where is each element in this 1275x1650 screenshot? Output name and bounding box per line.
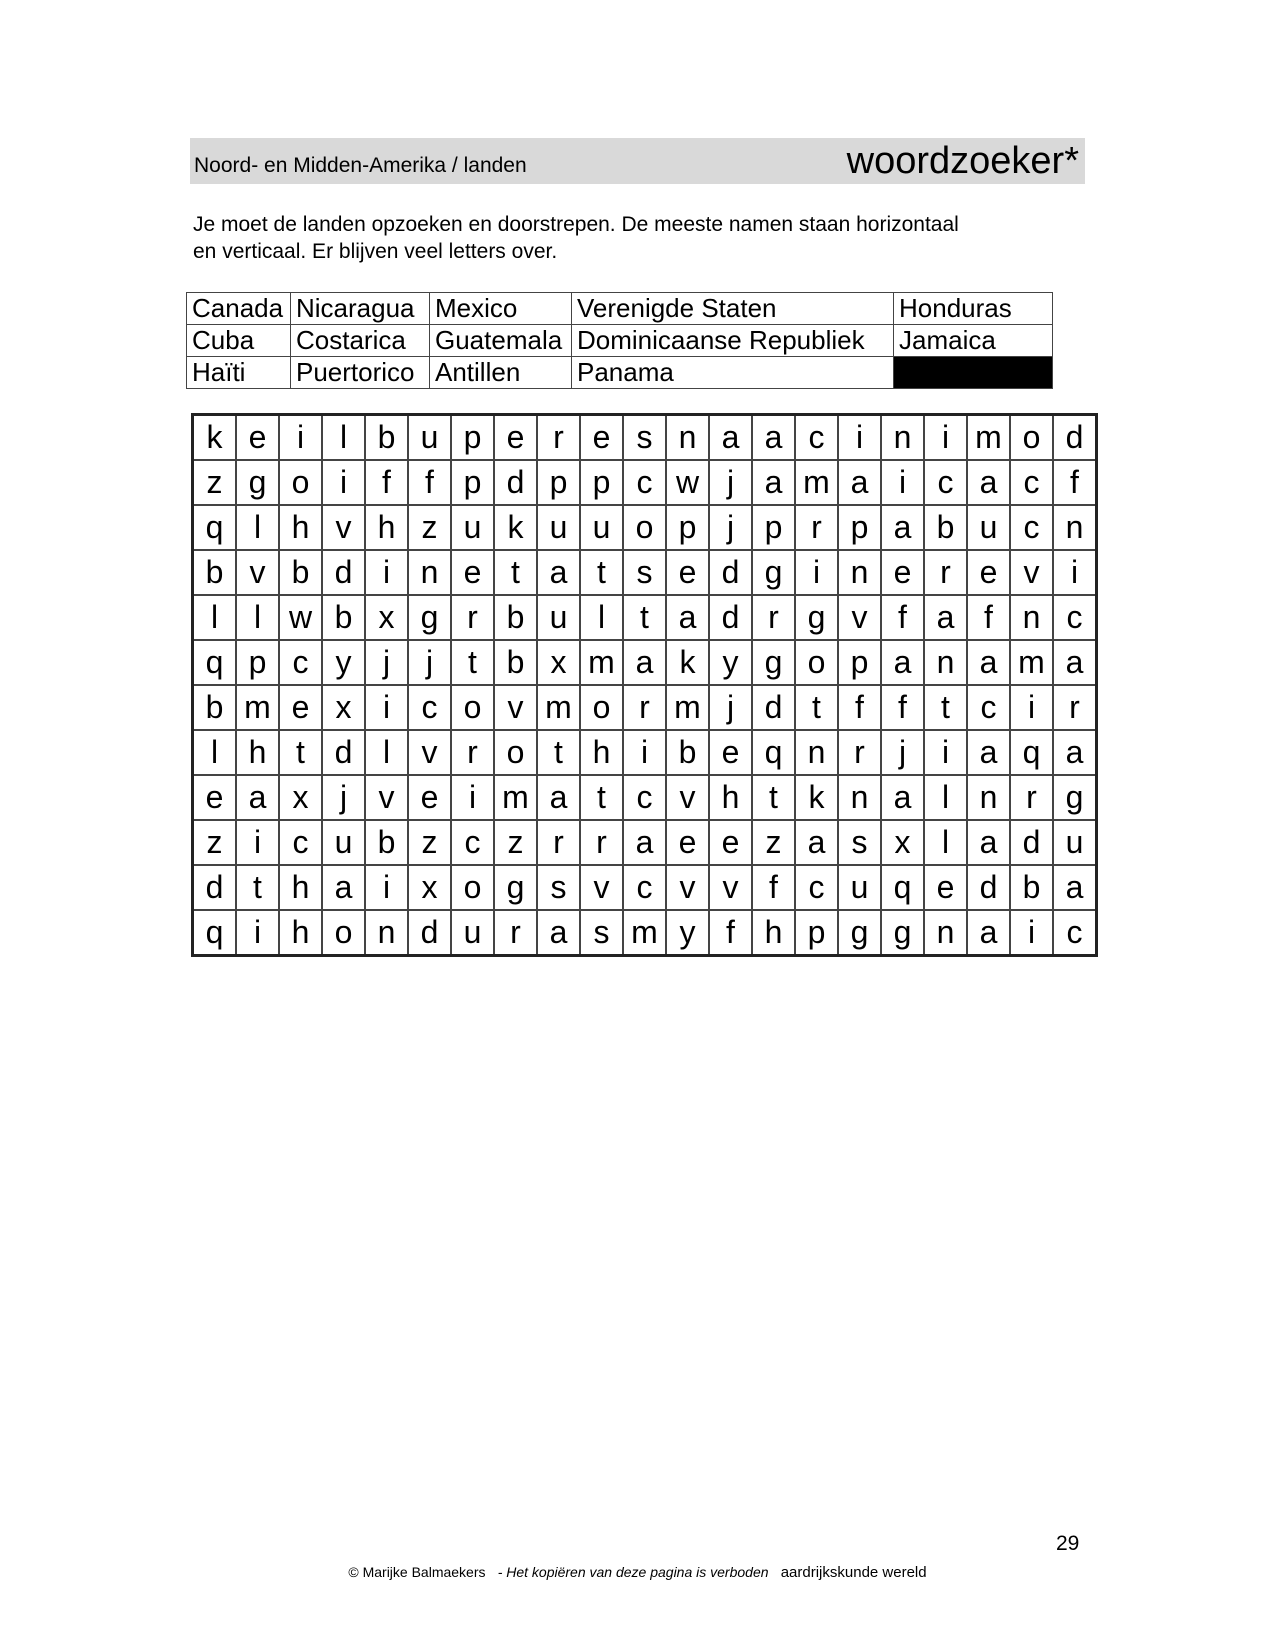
grid-letter-cell[interactable]: a <box>838 460 881 505</box>
grid-letter-cell[interactable]: v <box>666 865 709 910</box>
grid-letter-cell[interactable]: i <box>924 730 967 775</box>
grid-letter-cell[interactable]: o <box>795 640 838 685</box>
grid-letter-cell[interactable]: b <box>494 640 537 685</box>
grid-letter-cell[interactable]: h <box>279 505 322 550</box>
grid-letter-cell[interactable]: e <box>494 415 537 461</box>
grid-letter-cell[interactable]: m <box>494 775 537 820</box>
grid-letter-cell[interactable]: n <box>1010 595 1053 640</box>
grid-letter-cell[interactable]: d <box>494 460 537 505</box>
grid-letter-cell[interactable]: a <box>1053 640 1097 685</box>
grid-letter-cell[interactable]: d <box>1010 820 1053 865</box>
grid-letter-cell[interactable]: i <box>365 685 408 730</box>
grid-letter-cell[interactable]: a <box>752 460 795 505</box>
grid-row <box>193 595 1097 640</box>
grid-letter-cell[interactable]: f <box>881 685 924 730</box>
grid-letter-cell[interactable]: p <box>838 505 881 550</box>
grid-letter-cell[interactable]: z <box>408 505 451 550</box>
grid-letter-cell[interactable]: u <box>408 415 451 461</box>
grid-letter-cell[interactable]: f <box>709 910 752 956</box>
grid-letter-cell[interactable]: i <box>365 865 408 910</box>
grid-letter-cell[interactable]: c <box>1053 595 1097 640</box>
word-list-cell: Guatemala <box>430 325 572 357</box>
grid-letter-cell[interactable]: c <box>795 415 838 461</box>
grid-letter-cell[interactable]: f <box>1053 460 1097 505</box>
grid-letter-cell[interactable]: j <box>709 460 752 505</box>
word-list-cell: Panama <box>572 357 894 389</box>
grid-letter-cell[interactable]: h <box>365 505 408 550</box>
grid-letter-cell[interactable]: t <box>580 775 623 820</box>
grid-row <box>193 640 1097 685</box>
grid-letter-cell[interactable]: o <box>1010 415 1053 461</box>
grid-letter-cell[interactable]: l <box>193 595 237 640</box>
grid-letter-cell[interactable]: z <box>494 820 537 865</box>
grid-letter-cell[interactable]: c <box>967 685 1010 730</box>
grid-letter-cell[interactable]: g <box>494 865 537 910</box>
grid-letter-cell[interactable]: i <box>322 460 365 505</box>
grid-letter-cell[interactable]: z <box>193 460 237 505</box>
grid-letter-cell[interactable]: i <box>924 415 967 461</box>
grid-letter-cell[interactable]: v <box>1010 550 1053 595</box>
grid-letter-cell[interactable]: z <box>408 820 451 865</box>
word-list-row <box>187 357 1053 389</box>
word-list-cell: Haïti <box>187 357 291 389</box>
grid-letter-cell[interactable]: m <box>623 910 666 956</box>
grid-letter-cell[interactable]: v <box>322 505 365 550</box>
grid-letter-cell[interactable]: e <box>193 775 237 820</box>
grid-letter-cell[interactable]: u <box>322 820 365 865</box>
word-list-cell: Nicaragua <box>291 293 430 325</box>
grid-letter-cell[interactable]: a <box>967 640 1010 685</box>
word-list-row <box>187 325 1053 357</box>
grid-letter-cell[interactable]: u <box>580 505 623 550</box>
grid-letter-cell[interactable]: v <box>408 730 451 775</box>
grid-letter-cell[interactable]: a <box>236 775 279 820</box>
grid-letter-cell[interactable]: v <box>838 595 881 640</box>
footer-notice: - Het kopiëren van deze pagina is verboden <box>497 1564 769 1580</box>
grid-letter-cell[interactable]: a <box>924 595 967 640</box>
grid-letter-cell[interactable]: f <box>365 460 408 505</box>
grid-letter-cell[interactable]: y <box>666 910 709 956</box>
grid-letter-cell[interactable]: n <box>838 775 881 820</box>
grid-letter-cell[interactable]: g <box>408 595 451 640</box>
grid-letter-cell[interactable]: y <box>322 640 365 685</box>
grid-letter-cell[interactable]: a <box>881 775 924 820</box>
grid-letter-cell[interactable]: d <box>967 865 1010 910</box>
grid-letter-cell[interactable]: e <box>924 865 967 910</box>
grid-letter-cell[interactable]: a <box>967 460 1010 505</box>
grid-letter-cell[interactable]: n <box>881 415 924 461</box>
grid-row <box>193 910 1097 956</box>
grid-letter-cell[interactable]: a <box>967 910 1010 956</box>
grid-letter-cell[interactable]: o <box>494 730 537 775</box>
grid-letter-cell[interactable]: k <box>494 505 537 550</box>
grid-letter-cell[interactable]: h <box>709 775 752 820</box>
grid-letter-cell[interactable]: o <box>451 865 494 910</box>
grid-letter-cell[interactable]: m <box>1010 640 1053 685</box>
grid-letter-cell[interactable]: m <box>967 415 1010 461</box>
grid-letter-cell[interactable]: p <box>236 640 279 685</box>
grid-letter-cell[interactable]: y <box>709 640 752 685</box>
grid-letter-cell[interactable]: n <box>838 550 881 595</box>
grid-letter-cell[interactable]: l <box>924 820 967 865</box>
grid-letter-cell[interactable]: r <box>537 415 580 461</box>
grid-letter-cell[interactable]: i <box>881 460 924 505</box>
grid-letter-cell[interactable]: n <box>365 910 408 956</box>
grid-letter-cell[interactable]: i <box>838 415 881 461</box>
grid-letter-cell[interactable]: t <box>580 550 623 595</box>
grid-letter-cell[interactable]: i <box>1010 910 1053 956</box>
grid-letter-cell[interactable]: b <box>365 415 408 461</box>
grid-letter-cell[interactable]: b <box>924 505 967 550</box>
grid-letter-cell[interactable]: p <box>451 415 494 461</box>
grid-letter-cell[interactable]: o <box>279 460 322 505</box>
grid-letter-cell[interactable]: m <box>236 685 279 730</box>
grid-letter-cell[interactable]: q <box>1010 730 1053 775</box>
grid-letter-cell[interactable]: u <box>537 595 580 640</box>
grid-letter-cell[interactable]: r <box>838 730 881 775</box>
grid-letter-cell[interactable]: l <box>365 730 408 775</box>
grid-letter-cell[interactable]: j <box>881 730 924 775</box>
grid-letter-cell[interactable]: v <box>709 865 752 910</box>
word-list-cell: Verenigde Staten <box>572 293 894 325</box>
grid-letter-cell[interactable]: g <box>795 595 838 640</box>
grid-letter-cell[interactable]: c <box>924 460 967 505</box>
grid-letter-cell[interactable]: o <box>580 685 623 730</box>
grid-letter-cell[interactable]: n <box>924 640 967 685</box>
grid-letter-cell[interactable]: c <box>1010 505 1053 550</box>
grid-letter-cell[interactable]: r <box>580 820 623 865</box>
word-list-table <box>186 292 1053 389</box>
grid-letter-cell[interactable]: a <box>881 640 924 685</box>
grid-letter-cell[interactable]: o <box>322 910 365 956</box>
grid-letter-cell[interactable]: p <box>752 505 795 550</box>
grid-letter-cell[interactable]: p <box>451 460 494 505</box>
grid-letter-cell[interactable]: d <box>193 865 237 910</box>
grid-letter-cell[interactable]: f <box>408 460 451 505</box>
grid-letter-cell[interactable]: v <box>666 775 709 820</box>
grid-letter-cell[interactable]: l <box>924 775 967 820</box>
page-number: 29 <box>1056 1532 1080 1555</box>
grid-letter-cell[interactable]: k <box>795 775 838 820</box>
grid-letter-cell[interactable]: l <box>322 415 365 461</box>
grid-letter-cell[interactable]: e <box>881 550 924 595</box>
grid-letter-cell[interactable]: j <box>408 640 451 685</box>
grid-letter-cell[interactable]: e <box>967 550 1010 595</box>
grid-letter-cell[interactable]: e <box>666 550 709 595</box>
footer-copyright: © Marijke Balmaekers <box>348 1564 486 1580</box>
grid-letter-cell[interactable]: g <box>1053 775 1097 820</box>
grid-letter-cell[interactable]: s <box>537 865 580 910</box>
grid-letter-cell[interactable]: r <box>795 505 838 550</box>
grid-letter-cell[interactable]: s <box>838 820 881 865</box>
grid-letter-cell[interactable]: m <box>580 640 623 685</box>
grid-letter-cell[interactable]: h <box>279 865 322 910</box>
word-list-cell: Mexico <box>430 293 572 325</box>
grid-letter-cell[interactable]: s <box>623 415 666 461</box>
grid-letter-cell[interactable]: s <box>580 910 623 956</box>
header-bar <box>190 138 1085 184</box>
word-search-grid <box>191 413 1098 957</box>
grid-letter-cell[interactable]: i <box>1053 550 1097 595</box>
grid-row <box>193 820 1097 865</box>
grid-row <box>193 730 1097 775</box>
grid-letter-cell[interactable]: b <box>365 820 408 865</box>
grid-letter-cell[interactable]: l <box>580 595 623 640</box>
grid-letter-cell[interactable]: j <box>322 775 365 820</box>
grid-letter-cell[interactable]: f <box>752 865 795 910</box>
grid-letter-cell[interactable]: g <box>752 640 795 685</box>
grid-letter-cell[interactable]: a <box>666 595 709 640</box>
grid-letter-cell[interactable]: a <box>1053 730 1097 775</box>
word-list-blank-cell <box>894 357 1053 389</box>
grid-letter-cell[interactable]: d <box>709 595 752 640</box>
grid-letter-cell[interactable]: t <box>537 730 580 775</box>
instructions-line-2: en verticaal. Er blijven veel letters over. <box>193 240 558 263</box>
grid-letter-cell[interactable]: q <box>881 865 924 910</box>
grid-letter-cell[interactable]: q <box>193 640 237 685</box>
grid-letter-cell[interactable]: w <box>279 595 322 640</box>
grid-letter-cell[interactable]: e <box>709 820 752 865</box>
grid-letter-cell[interactable]: v <box>494 685 537 730</box>
grid-letter-cell[interactable]: q <box>193 505 237 550</box>
grid-letter-cell[interactable]: r <box>537 820 580 865</box>
grid-letter-cell[interactable]: r <box>1053 685 1097 730</box>
grid-letter-cell[interactable]: c <box>623 865 666 910</box>
grid-letter-cell[interactable]: n <box>795 730 838 775</box>
grid-letter-cell[interactable]: v <box>236 550 279 595</box>
grid-letter-cell[interactable]: a <box>537 550 580 595</box>
word-list-cell: Puertorico <box>291 357 430 389</box>
grid-letter-cell[interactable]: i <box>1010 685 1053 730</box>
grid-letter-cell[interactable]: a <box>623 820 666 865</box>
instructions-line-1: Je moet de landen opzoeken en doorstrepen. De meeste namen staan horizontaal <box>193 213 959 236</box>
grid-letter-cell[interactable]: b <box>279 550 322 595</box>
grid-letter-cell[interactable]: a <box>795 820 838 865</box>
grid-letter-cell[interactable]: n <box>408 550 451 595</box>
grid-letter-cell[interactable]: t <box>924 685 967 730</box>
grid-letter-cell[interactable]: r <box>451 595 494 640</box>
grid-letter-cell[interactable]: r <box>451 730 494 775</box>
grid-letter-cell[interactable]: m <box>795 460 838 505</box>
grid-letter-cell[interactable]: v <box>580 865 623 910</box>
grid-letter-cell[interactable]: n <box>967 775 1010 820</box>
grid-letter-cell[interactable]: j <box>365 640 408 685</box>
grid-letter-cell[interactable]: m <box>537 685 580 730</box>
grid-letter-cell[interactable]: x <box>322 685 365 730</box>
word-list-cell: Jamaica <box>894 325 1053 357</box>
grid-row <box>193 460 1097 505</box>
grid-letter-cell[interactable]: g <box>838 910 881 956</box>
grid-letter-cell[interactable]: x <box>365 595 408 640</box>
grid-letter-cell[interactable]: h <box>580 730 623 775</box>
footer <box>0 1564 1275 1581</box>
grid-letter-cell[interactable]: e <box>279 685 322 730</box>
word-list-cell: Honduras <box>894 293 1053 325</box>
grid-letter-cell[interactable]: o <box>623 505 666 550</box>
grid-row <box>193 505 1097 550</box>
grid-letter-cell[interactable]: z <box>193 820 237 865</box>
grid-letter-cell[interactable]: t <box>279 730 322 775</box>
grid-letter-cell[interactable]: h <box>279 910 322 956</box>
grid-row <box>193 685 1097 730</box>
grid-letter-cell[interactable]: c <box>623 775 666 820</box>
grid-letter-cell[interactable]: c <box>795 865 838 910</box>
grid-letter-cell[interactable]: a <box>967 730 1010 775</box>
grid-letter-cell[interactable]: a <box>623 640 666 685</box>
grid-letter-cell[interactable]: e <box>666 820 709 865</box>
grid-letter-cell[interactable]: s <box>623 550 666 595</box>
grid-letter-cell[interactable]: f <box>967 595 1010 640</box>
grid-letter-cell[interactable]: d <box>322 730 365 775</box>
word-list-cell: Canada <box>187 293 291 325</box>
grid-letter-cell[interactable]: f <box>881 595 924 640</box>
grid-letter-cell[interactable]: r <box>1010 775 1053 820</box>
grid-letter-cell[interactable]: f <box>838 685 881 730</box>
grid-row <box>193 415 1097 461</box>
grid-letter-cell[interactable]: n <box>924 910 967 956</box>
grid-letter-cell[interactable]: r <box>623 685 666 730</box>
grid-letter-cell[interactable]: p <box>795 910 838 956</box>
grid-letter-cell[interactable]: b <box>1010 865 1053 910</box>
grid-letter-cell[interactable]: p <box>580 460 623 505</box>
grid-letter-cell[interactable]: u <box>451 910 494 956</box>
grid-letter-cell[interactable]: c <box>408 685 451 730</box>
grid-letter-cell[interactable]: e <box>451 550 494 595</box>
grid-letter-cell[interactable]: h <box>236 730 279 775</box>
grid-letter-cell[interactable]: n <box>1053 505 1097 550</box>
grid-letter-cell[interactable]: d <box>408 910 451 956</box>
grid-letter-cell[interactable]: x <box>881 820 924 865</box>
grid-letter-cell[interactable]: p <box>666 505 709 550</box>
grid-letter-cell[interactable]: t <box>752 775 795 820</box>
grid-letter-cell[interactable]: x <box>537 640 580 685</box>
grid-letter-cell[interactable]: e <box>709 730 752 775</box>
grid-letter-cell[interactable]: g <box>236 460 279 505</box>
grid-letter-cell[interactable]: d <box>322 550 365 595</box>
grid-letter-cell[interactable]: x <box>279 775 322 820</box>
grid-letter-cell[interactable]: k <box>193 415 237 461</box>
grid-letter-cell[interactable]: a <box>537 910 580 956</box>
grid-letter-cell[interactable]: u <box>1053 820 1097 865</box>
grid-letter-cell[interactable]: u <box>838 865 881 910</box>
grid-letter-cell[interactable]: i <box>623 730 666 775</box>
grid-letter-cell[interactable]: z <box>752 820 795 865</box>
grid-letter-cell[interactable]: a <box>709 415 752 461</box>
grid-letter-cell[interactable]: u <box>537 505 580 550</box>
grid-letter-cell[interactable]: i <box>451 775 494 820</box>
grid-letter-cell[interactable]: o <box>451 685 494 730</box>
grid-letter-cell[interactable]: b <box>666 730 709 775</box>
grid-letter-cell[interactable]: c <box>451 820 494 865</box>
grid-letter-cell[interactable]: d <box>1053 415 1097 461</box>
grid-letter-cell[interactable]: q <box>752 730 795 775</box>
grid-letter-cell[interactable]: c <box>623 460 666 505</box>
grid-letter-cell[interactable]: c <box>279 820 322 865</box>
grid-letter-cell[interactable]: i <box>365 550 408 595</box>
grid-letter-cell[interactable]: b <box>193 550 237 595</box>
grid-letter-cell[interactable]: h <box>752 910 795 956</box>
grid-letter-cell[interactable]: x <box>408 865 451 910</box>
word-list-row <box>187 293 1053 325</box>
word-list-cell: Dominicaanse Republiek <box>572 325 894 357</box>
grid-letter-cell[interactable]: l <box>236 505 279 550</box>
grid-letter-cell[interactable]: c <box>279 640 322 685</box>
grid-letter-cell[interactable]: u <box>451 505 494 550</box>
grid-row <box>193 550 1097 595</box>
grid-row <box>193 775 1097 820</box>
grid-letter-cell[interactable]: a <box>322 865 365 910</box>
grid-letter-cell[interactable]: c <box>1010 460 1053 505</box>
grid-letter-cell[interactable]: t <box>623 595 666 640</box>
grid-letter-cell[interactable]: q <box>193 910 237 956</box>
grid-letter-cell[interactable]: r <box>752 595 795 640</box>
header-title: woordzoeker* <box>846 140 1079 182</box>
word-list-cell: Cuba <box>187 325 291 357</box>
grid-letter-cell[interactable]: a <box>967 820 1010 865</box>
grid-row <box>193 865 1097 910</box>
grid-letter-cell[interactable]: a <box>1053 865 1097 910</box>
grid-letter-cell[interactable]: n <box>666 415 709 461</box>
grid-letter-cell[interactable]: t <box>236 865 279 910</box>
grid-letter-cell[interactable]: t <box>494 550 537 595</box>
header-subject: Noord- en Midden-Amerika / landen <box>194 154 527 177</box>
grid-letter-cell[interactable]: r <box>494 910 537 956</box>
grid-letter-cell[interactable]: u <box>967 505 1010 550</box>
grid-letter-cell[interactable]: j <box>709 505 752 550</box>
grid-letter-cell[interactable]: p <box>838 640 881 685</box>
grid-letter-cell[interactable]: c <box>1053 910 1097 956</box>
grid-letter-cell[interactable]: a <box>537 775 580 820</box>
grid-letter-cell[interactable]: e <box>236 415 279 461</box>
grid-letter-cell[interactable]: d <box>752 685 795 730</box>
grid-letter-cell[interactable]: a <box>752 415 795 461</box>
grid-letter-cell[interactable]: w <box>666 460 709 505</box>
grid-letter-cell[interactable]: l <box>193 730 237 775</box>
grid-letter-cell[interactable]: b <box>494 595 537 640</box>
grid-letter-cell[interactable]: d <box>709 550 752 595</box>
grid-letter-cell[interactable]: i <box>795 550 838 595</box>
grid-letter-cell[interactable]: t <box>795 685 838 730</box>
grid-letter-cell[interactable]: i <box>279 415 322 461</box>
grid-letter-cell[interactable]: m <box>666 685 709 730</box>
grid-letter-cell[interactable]: l <box>236 595 279 640</box>
grid-letter-cell[interactable]: t <box>451 640 494 685</box>
grid-letter-cell[interactable]: b <box>322 595 365 640</box>
grid-letter-cell[interactable]: p <box>537 460 580 505</box>
grid-letter-cell[interactable]: i <box>236 910 279 956</box>
grid-letter-cell[interactable]: e <box>408 775 451 820</box>
grid-letter-cell[interactable]: g <box>881 910 924 956</box>
grid-letter-cell[interactable]: k <box>666 640 709 685</box>
grid-letter-cell[interactable]: g <box>752 550 795 595</box>
grid-letter-cell[interactable]: r <box>924 550 967 595</box>
grid-letter-cell[interactable]: i <box>236 820 279 865</box>
word-list-cell: Costarica <box>291 325 430 357</box>
word-list-cell: Antillen <box>430 357 572 389</box>
grid-letter-cell[interactable]: e <box>580 415 623 461</box>
grid-letter-cell[interactable]: a <box>881 505 924 550</box>
footer-series: aardrijkskunde wereld <box>780 1564 927 1581</box>
grid-letter-cell[interactable]: j <box>709 685 752 730</box>
grid-letter-cell[interactable]: b <box>193 685 237 730</box>
instructions <box>193 211 1093 265</box>
grid-letter-cell[interactable]: v <box>365 775 408 820</box>
